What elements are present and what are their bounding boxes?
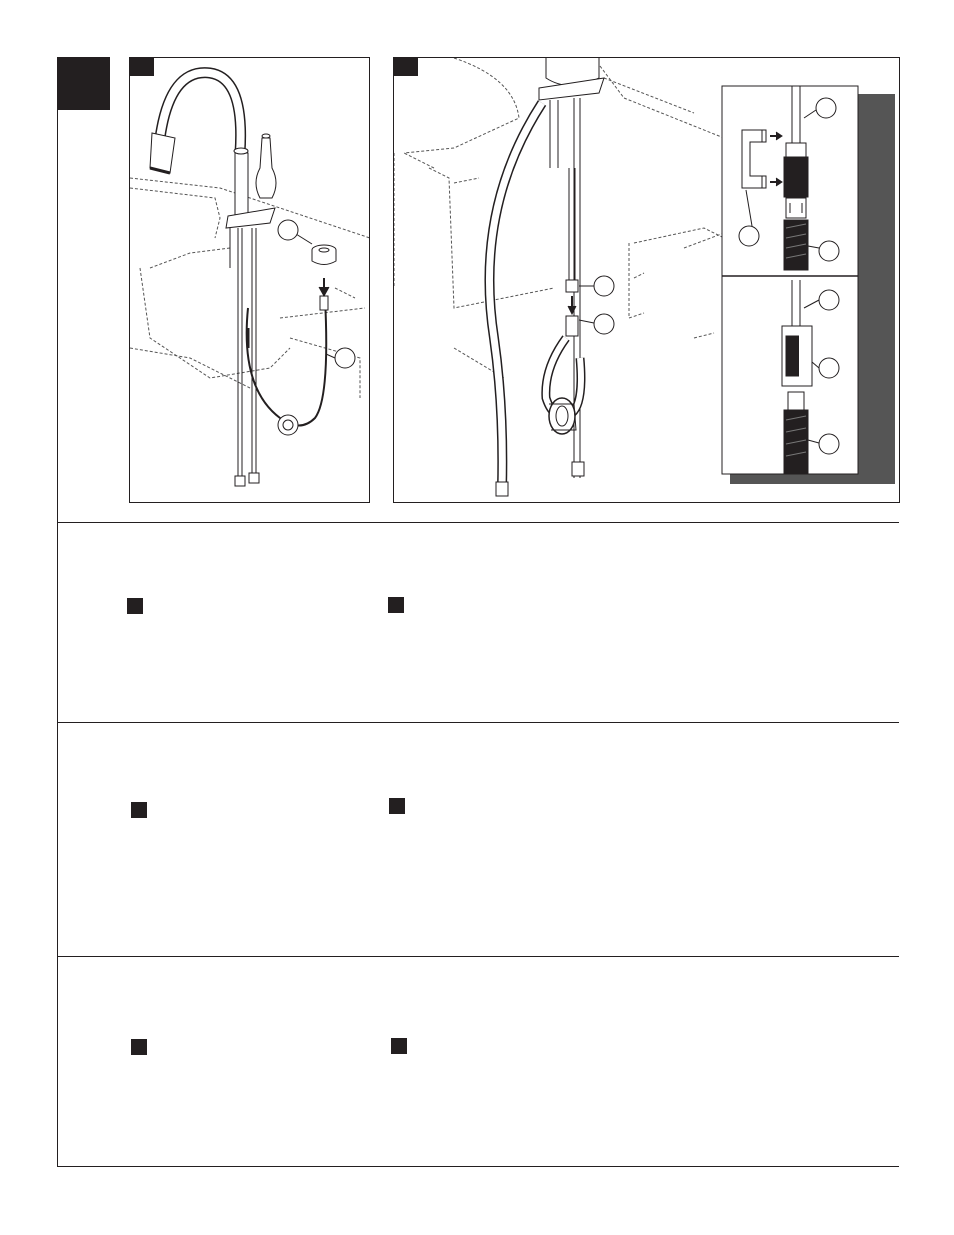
figure-a-illustration [130,58,369,502]
section-1-marker-b [388,597,404,613]
figure-b-illustration [394,58,899,502]
connector-detail-inset [722,86,895,484]
section-divider-4 [57,1166,899,1167]
section-1-marker-a [127,598,143,614]
section-divider-1 [57,522,899,523]
figure-a-label-tag [130,58,154,76]
section-2-marker-a [131,802,147,818]
section-2-marker-b [389,798,405,814]
weight-icon [549,398,576,434]
section-3-marker-a [131,1039,147,1055]
hose-weight-icon [278,415,298,435]
figure-b-hose-routing [393,57,900,503]
section-3-marker-b [391,1038,407,1054]
left-margin-rule [57,57,58,1167]
section-divider-3 [57,956,899,957]
step-number-tab [57,57,110,110]
figure-b-label-tag [394,58,418,76]
figure-a-faucet-hose-weight [129,57,370,503]
weight-detail-icon [312,245,336,265]
section-divider-2 [57,722,899,723]
